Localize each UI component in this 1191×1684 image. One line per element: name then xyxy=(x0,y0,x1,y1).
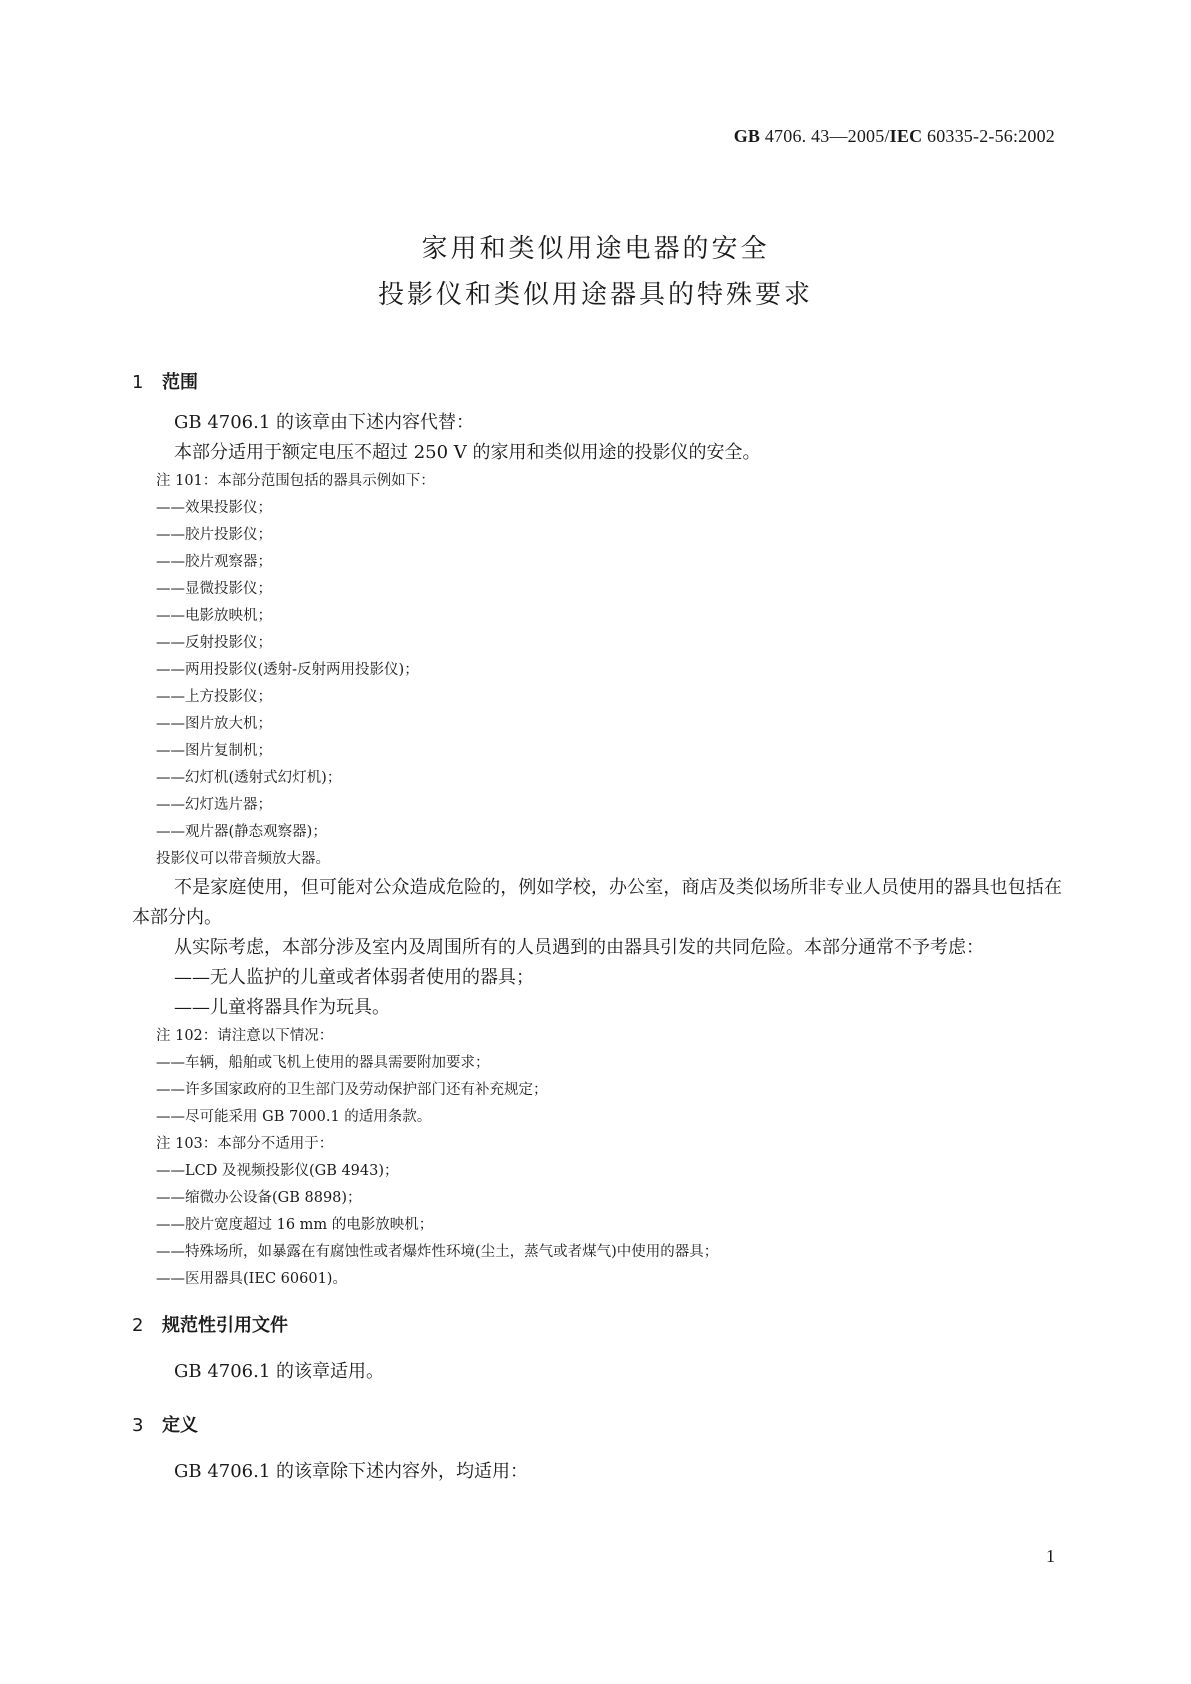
paragraph: 本部分适用于额定电压不超过 250 V 的家用和类似用途的投影仪的安全。 xyxy=(174,442,761,463)
paragraph: GB 4706.1 的该章由下述内容代替： xyxy=(174,412,475,433)
section-number: 3 xyxy=(132,1415,144,1436)
standard-code-iec-number: 60335-2-56:2002 xyxy=(922,126,1055,146)
note-item: ——缩微办公设备(GB 8898)； xyxy=(156,1190,362,1206)
list-item: ——儿童将器具作为玩具。 xyxy=(174,997,390,1018)
note-item: ——胶片投影仪； xyxy=(156,527,272,543)
standard-code-iec: IEC xyxy=(889,126,923,146)
section-title: 范围 xyxy=(162,372,198,393)
standard-code xyxy=(734,126,1055,147)
note-item: ——幻灯机(透射式幻灯机)； xyxy=(156,770,342,786)
note-item: ——尽可能采用 GB 7000.1 的适用条款。 xyxy=(156,1109,432,1125)
note-item: ——观片器(静态观察器)； xyxy=(156,824,327,840)
note-item: ——上方投影仪； xyxy=(156,689,272,705)
standard-code-gb: GB xyxy=(733,126,761,146)
paragraph: GB 4706.1 的该章除下述内容外，均适用： xyxy=(174,1461,529,1482)
page-number: 1 xyxy=(1046,1546,1055,1566)
section-heading-scope xyxy=(132,368,1062,398)
section-number: 1 xyxy=(132,372,144,393)
section-heading-normative-references xyxy=(132,1311,1062,1341)
note-item: ——显微投影仪； xyxy=(156,581,272,597)
note-item: ——车辆，船舶或飞机上使用的器具需要附加要求； xyxy=(156,1055,490,1071)
standard-code-number: 4706. 43—2005/ xyxy=(760,126,890,146)
section-number: 2 xyxy=(132,1315,144,1336)
section-title: 规范性引用文件 xyxy=(162,1315,288,1336)
note-title: 注 101：本部分范围包括的器具示例如下： xyxy=(156,473,435,489)
note-item: ——两用投影仪(透射-反射两用投影仪)； xyxy=(156,662,419,678)
note-item: ——胶片观察器； xyxy=(156,554,272,570)
list-item: ——无人监护的儿童或者体弱者使用的器具； xyxy=(174,967,534,988)
note-item: ——医用器具(IEC 60601)。 xyxy=(156,1271,347,1287)
document-title-line1: 家用和类似用途电器的安全 xyxy=(421,234,770,264)
document-title-line2: 投影仪和类似用途器具的特殊要求 xyxy=(377,280,813,310)
note-item: ——LCD 及视频投影仪(GB 4943)； xyxy=(156,1163,399,1179)
note-item: ——图片复制机； xyxy=(156,743,272,759)
paragraph: GB 4706.1 的该章适用。 xyxy=(174,1361,385,1382)
section-heading-definitions xyxy=(132,1411,1062,1441)
note-title: 注 103：本部分不适用于： xyxy=(156,1136,334,1152)
section-title: 定义 xyxy=(162,1415,198,1436)
note-item: ——许多国家政府的卫生部门及劳动保护部门还有补充规定； xyxy=(156,1082,548,1098)
note-text: 投影仪可以带音频放大器。 xyxy=(156,851,330,867)
note-item: ——反射投影仪； xyxy=(156,635,272,651)
paragraph: 不是家庭使用，但可能对公众造成危险的，例如学校，办公室，商店及类似场所非专业人员使用的器具也包括在本部分内。 xyxy=(132,877,1062,928)
note-item: ——幻灯选片器； xyxy=(156,797,272,813)
note-item: ——胶片宽度超过 16 mm 的电影放映机； xyxy=(156,1217,434,1233)
note-item: ——特殊场所，如暴露在有腐蚀性或者爆炸性环境(尘土，蒸气或者煤气)中使用的器具； xyxy=(156,1244,719,1260)
document-body xyxy=(132,360,1062,1487)
note-item: ——图片放大机； xyxy=(156,716,272,732)
paragraph: 从实际考虑，本部分涉及室内及周围所有的人员遇到的由器具引发的共同危险。本部分通常不予考虑： xyxy=(174,937,984,958)
note-title: 注 102：请注意以下情况： xyxy=(156,1028,334,1044)
note-item: ——效果投影仪； xyxy=(156,500,272,516)
note-item: ——电影放映机； xyxy=(156,608,272,624)
